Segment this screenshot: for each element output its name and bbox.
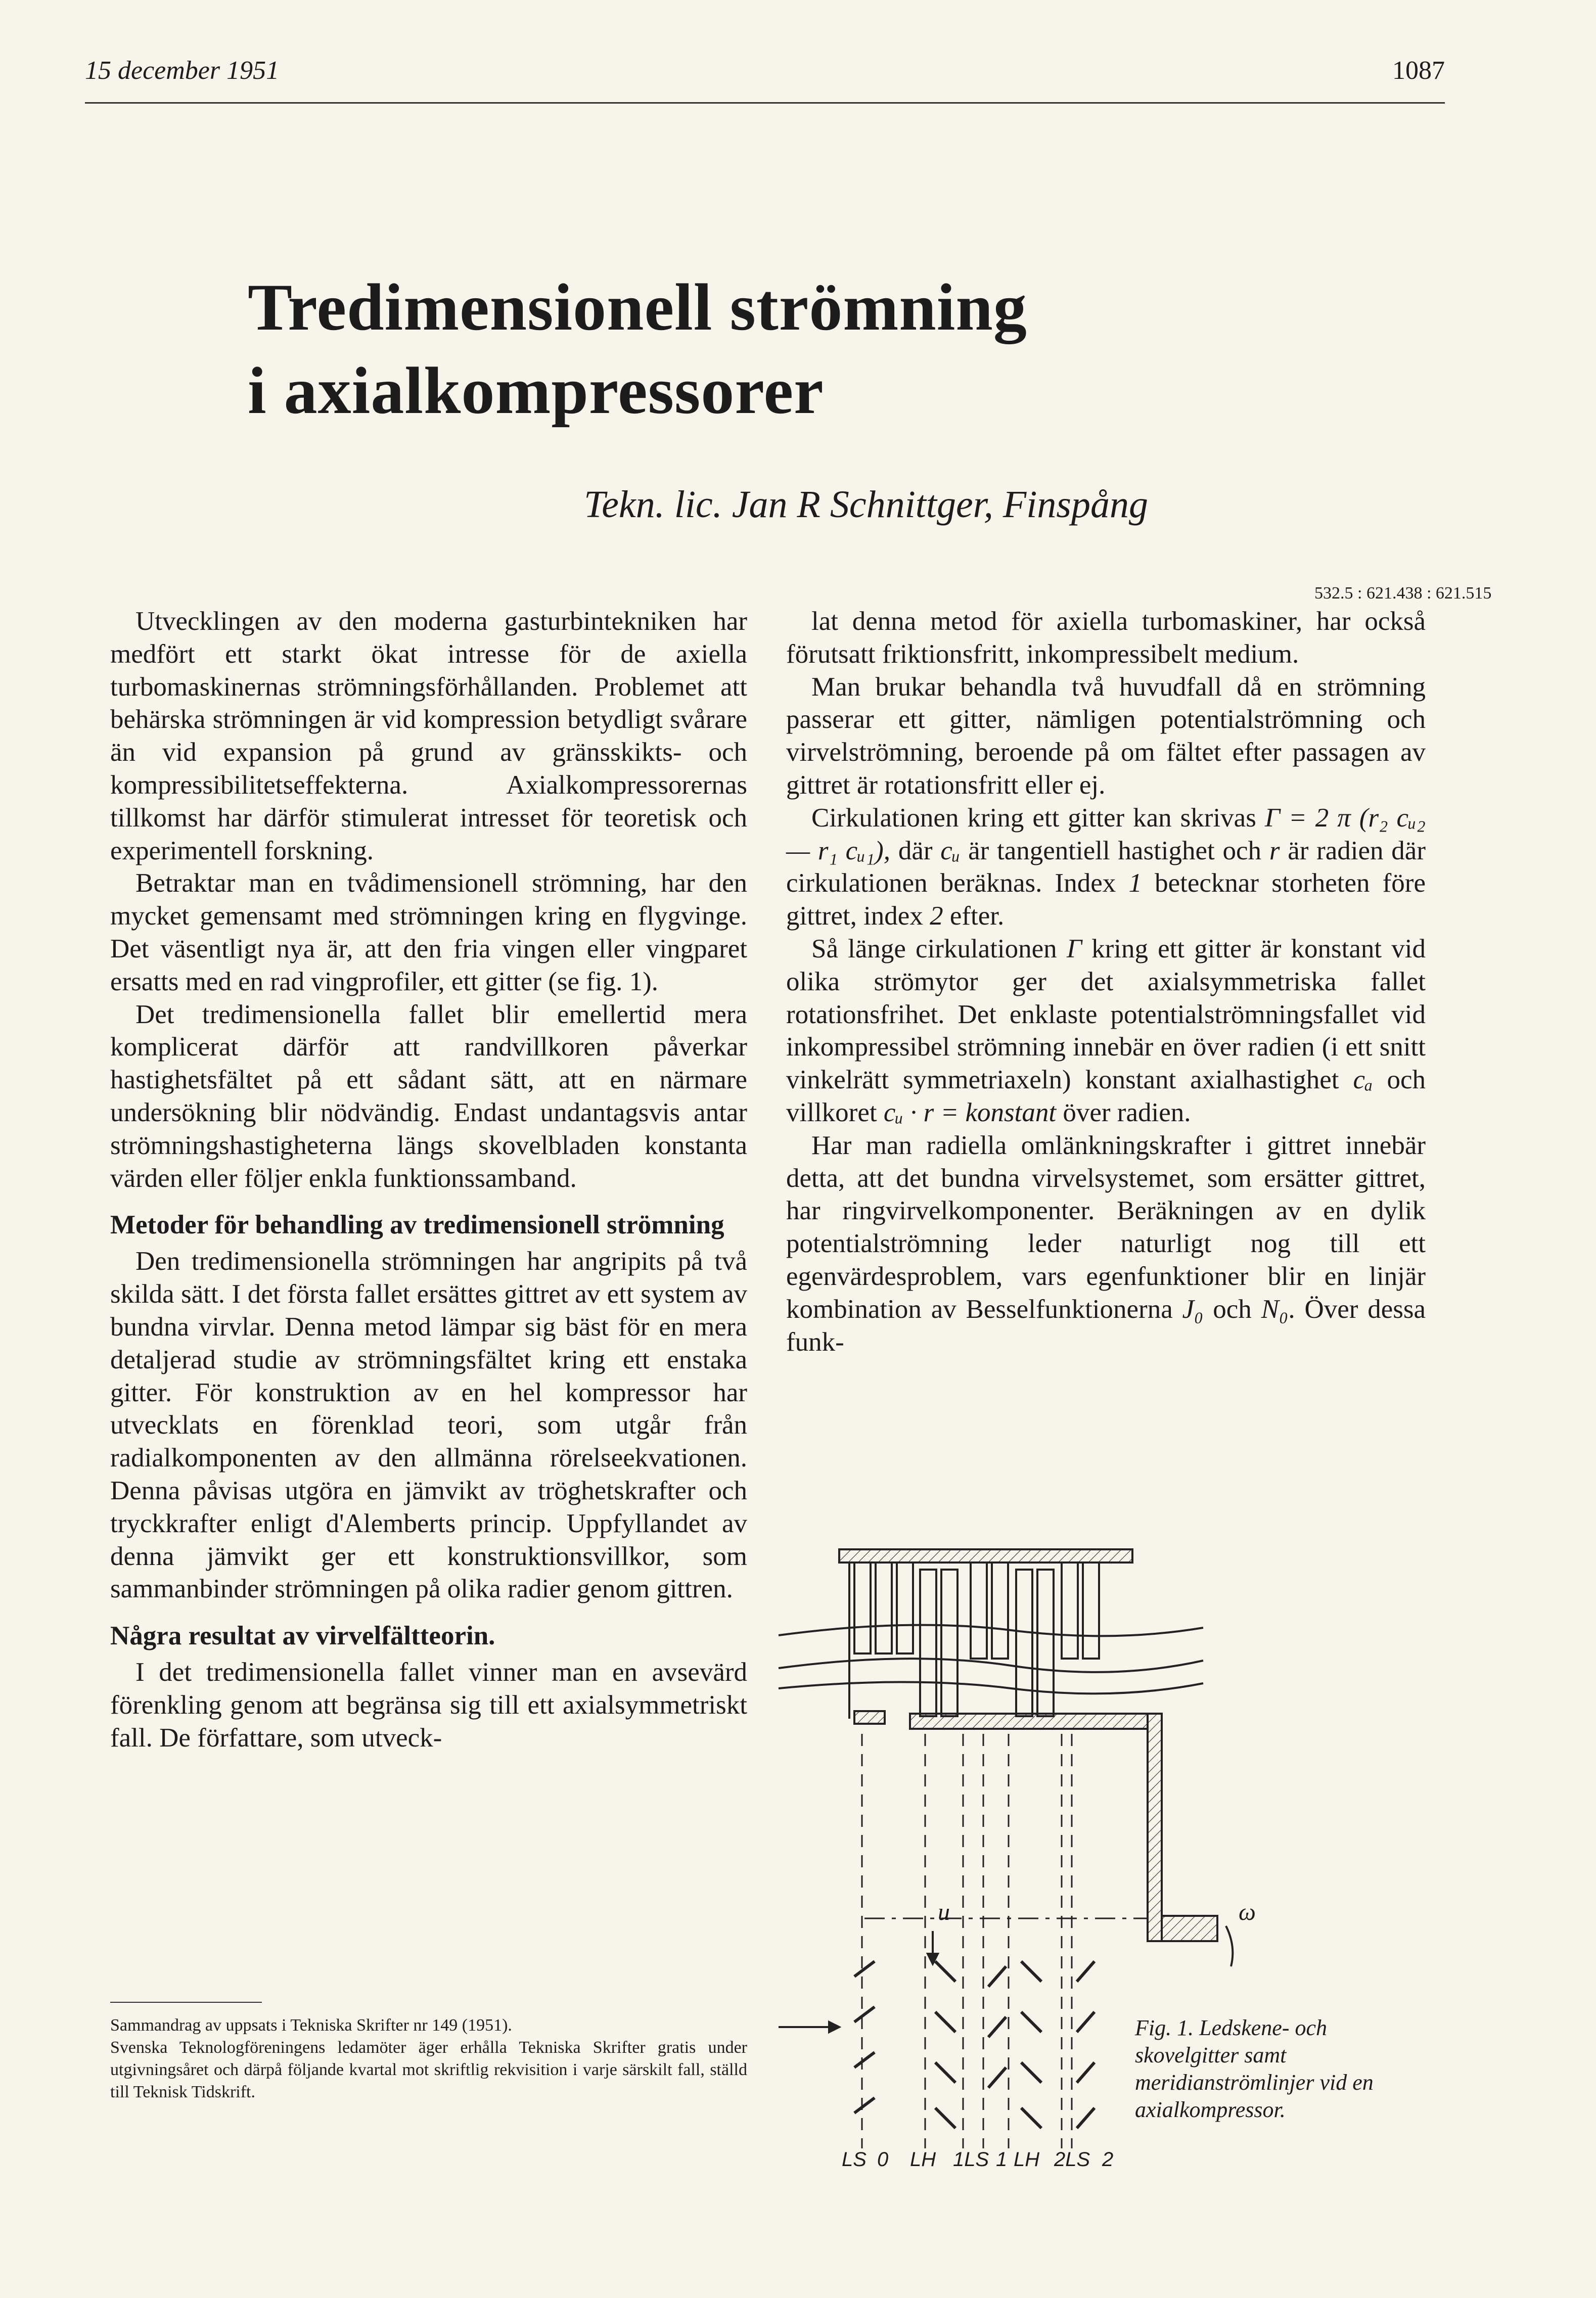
- blade-section: [935, 2062, 955, 2083]
- stator-vane: [992, 1562, 1008, 1659]
- text-run: är radien där cirkulationen beräknas. Index: [786, 836, 1426, 898]
- footnote-line: Sammandrag av uppsats i Tekniska Skrifter nr 149 (1951).: [110, 2016, 512, 2035]
- stator-vane: [854, 1562, 871, 1653]
- text-run: där: [890, 836, 941, 865]
- page-header: [85, 56, 1445, 104]
- paragraph: Betraktar man en tvådimensionell strömning, har den mycket gemensamt med strömningen kring en flygvinge. Det väsentligt nya är, att den fria vingen eller vingparet ersatts med en rad vingprofiler, ett gitter (se fig. 1).: [110, 868, 747, 996]
- text-run: betecknar storheten före gittret, index: [786, 868, 1426, 931]
- title-line-1: Tredimensionell strömning: [248, 270, 1027, 344]
- blade-section: [1021, 1961, 1041, 1982]
- footnote: [110, 2014, 747, 2103]
- text-run: Så länge cirkulationen: [811, 934, 1067, 963]
- blade-section: [1077, 2108, 1095, 2128]
- section-label: LS: [842, 2148, 867, 2171]
- meridian-streamline: [779, 1659, 1203, 1672]
- blade-section: [1021, 2062, 1041, 2083]
- stator-vane: [971, 1562, 987, 1659]
- blade-section: [1077, 2062, 1095, 2083]
- symbol-omega-label: ω: [1239, 1899, 1256, 1925]
- stator-vane: [876, 1562, 892, 1653]
- paragraph: [786, 802, 1426, 933]
- text-run: över radien.: [1056, 1097, 1191, 1127]
- flow-arrow-head: [829, 2022, 839, 2032]
- stator-vane: [1083, 1562, 1099, 1659]
- equation-cu-r: cᵤ · r = konstant: [883, 1097, 1057, 1127]
- text-run: kring ett gitter är konstant vid olika strömytor ger det axialsymmetriska fallet rotationsfrihet. Det enklaste potentialströmningsfallet vid inkompressibel strömning innebär en över radien (i ett snitt vinkelrätt symmetriaxeln) konstant axialhastighet: [786, 934, 1426, 1095]
- article-title: [248, 265, 1027, 432]
- paragraph: Man brukar behandla två huvudfall då en strömning passerar ett gitter, nämligen potentialströmning och virvelströmning, beroende på om fältet efter passagen av gittret är rotationsfritt eller ej.: [786, 672, 1426, 800]
- section-label: 2LS: [1054, 2148, 1090, 2171]
- index-1: 1: [1128, 868, 1142, 898]
- section-label: 1: [996, 2148, 1008, 2171]
- paragraph: [786, 933, 1426, 1129]
- section-label: LH: [910, 2148, 936, 2171]
- meridian-streamline: [779, 1682, 1203, 1694]
- symbol-n0: N₀: [1261, 1294, 1289, 1324]
- blade-section: [854, 2007, 875, 2022]
- blade-section: [854, 1961, 875, 1977]
- blade-section: [935, 2108, 955, 2128]
- paragraph: lat denna metod för axiella turbomaskiner, har också förutsatt friktionsfritt, inkompressibelt medium.: [786, 607, 1426, 669]
- blade-section: [1021, 2108, 1041, 2128]
- author-byline: Tekn. lic. Jan R Schnittger, Finspång: [584, 483, 1148, 526]
- header-page-number: 1087: [1392, 56, 1445, 85]
- index-2: 2: [930, 901, 943, 931]
- text-run: . Över dessa funk-: [786, 1294, 1426, 1357]
- text-run: är tangentiell hastighet och: [960, 836, 1269, 865]
- rotor-blade: [1016, 1570, 1032, 1716]
- text-run: Har man radiella omlänkningskrafter i gittret innebär detta, att det bundna virvelsystemet, som ersätter gittret, har ringvirvelkomponenter. Beräkningen av en dylik potentialströmning leder naturligt nog till ett egenvärdesproblem, vars egenfunktioner blir en linjär kombination av Besselfunktionerna: [786, 1130, 1426, 1324]
- rotor-blade: [941, 1570, 957, 1716]
- rotor-hub-side: [1148, 1714, 1162, 1941]
- rotation-arrow: [1226, 1926, 1233, 1966]
- blade-section: [988, 2067, 1006, 2088]
- blade-section: [1021, 2012, 1041, 2032]
- symbol-u-label: u: [938, 1899, 950, 1925]
- blade-section: [854, 2098, 875, 2113]
- paragraph: Det tredimensionella fallet blir emellertid mera komplicerat därför att randvillkoren påverkar hastighetsfältet på ett sådant sätt, att en närmare undersökning blir nödvändig. Endast undantagsvis antar strömningshastigheterna längs skovelbladen konstanta värden eller följer enkla funktionssamband.: [110, 999, 747, 1193]
- symbol-j0: J₀: [1182, 1294, 1204, 1324]
- equation-circulation: Γ = 2 π (r₂ cᵤ₂ — r₁ cᵤ₁),: [786, 803, 1426, 865]
- shaft: [1162, 1916, 1217, 1941]
- symbol-cu: cᵤ: [940, 836, 961, 865]
- section-label: LH: [1014, 2148, 1040, 2171]
- title-line-2: i axialkompressorer: [248, 353, 824, 428]
- right-column: [786, 605, 1426, 1358]
- rotor-hub: [910, 1714, 1148, 1729]
- symbol-ca: cₐ: [1353, 1065, 1373, 1095]
- section-label: 0: [877, 2148, 889, 2171]
- footnote-rule: [110, 2002, 262, 2003]
- blade-section: [988, 1966, 1006, 1987]
- inlet-lip: [854, 1711, 885, 1724]
- text-run: och: [1203, 1294, 1261, 1324]
- symbol-gamma: Γ: [1066, 934, 1082, 963]
- stator-vane: [1062, 1562, 1078, 1659]
- section-label: 2: [1102, 2148, 1114, 2171]
- figure-caption: Fig. 1. Ledskene- och skovelgitter samt meridianströmlinjer vid en axialkompressor.: [1135, 2015, 1374, 2122]
- section-heading-results: Några resultat av virvelfältteorin.: [110, 1621, 495, 1651]
- paragraph: I det tredimensionella fallet vinner man en avsevärd förenkling genom att begränsa sig till ett axialsymmetriskt fall. De författare, som utveck-: [110, 1658, 747, 1753]
- blade-section: [935, 1961, 955, 1982]
- blade-section: [1077, 1961, 1095, 1982]
- text-run: Cirkulationen kring ett gitter kan skrivas: [811, 803, 1265, 833]
- blade-section: [988, 2017, 1006, 2037]
- paragraph: [786, 1129, 1426, 1359]
- blade-section: [854, 2052, 875, 2067]
- footnote-line: Svenska Teknologföreningens ledamöter äger erhålla Tekniska Skrifter gratis under utgivningsåret och därpå följande kvartal mot skriftlig rekvisition i varje särskilt fall, ställd till Teknisk Tidskrift.: [110, 2038, 747, 2101]
- blade-section: [1077, 2012, 1095, 2032]
- blade-section: [935, 2012, 955, 2032]
- left-column: [110, 605, 747, 1755]
- section-label: 1LS: [953, 2148, 989, 2171]
- udc-classification: 532.5 : 621.438 : 621.515: [1314, 584, 1492, 603]
- section-heading-methods: Metoder för behandling av tredimensionell strömning: [110, 1210, 724, 1240]
- rotor-blade: [920, 1570, 936, 1716]
- text-run: och villkoret: [786, 1065, 1426, 1127]
- symbol-r: r: [1269, 836, 1280, 865]
- paragraph: Den tredimensionella strömningen har angripits på två skilda sätt. I det första fallet ersättes gittret av ett system av bundna virvlar. Denna metod lämpar sig bäst för en mera detaljerad studie av strömningsfältet kring ett enstaka gitter. För konstruktion av en hel kompressor har utvecklats en förenklad teori, som utgår från radialkomponenten av den allmänna rörelseekvationen. Denna påvisas utgöra en jämvikt av tröghetskrafter och tryckkrafter enligt d'Alemberts princip. Uppfyllandet av denna jämvikt ger ett konstruktionsvillkor, som sammanbinder strömningen på olika radier genom gittren.: [110, 1247, 747, 1604]
- rotor-blade: [1037, 1570, 1054, 1716]
- text-run: efter.: [943, 901, 1005, 931]
- outer-casing: [839, 1549, 1132, 1562]
- stator-vane: [897, 1562, 913, 1653]
- header-date: 15 december 1951: [85, 56, 280, 85]
- paragraph: Utvecklingen av den moderna gasturbintekniken har medfört ett starkt ökat intresse för de axiella turbomaskinernas strömningsförhållanden. Problemet att behärska strömningen är vid kompression betydligt svårare än vid expansion på grund av gränsskikts- och kompressibilitetseffekterna. Axialkompressorernas tillkomst har därför stimulerat intresset för teoretisk och experimentell forskning.: [110, 607, 747, 865]
